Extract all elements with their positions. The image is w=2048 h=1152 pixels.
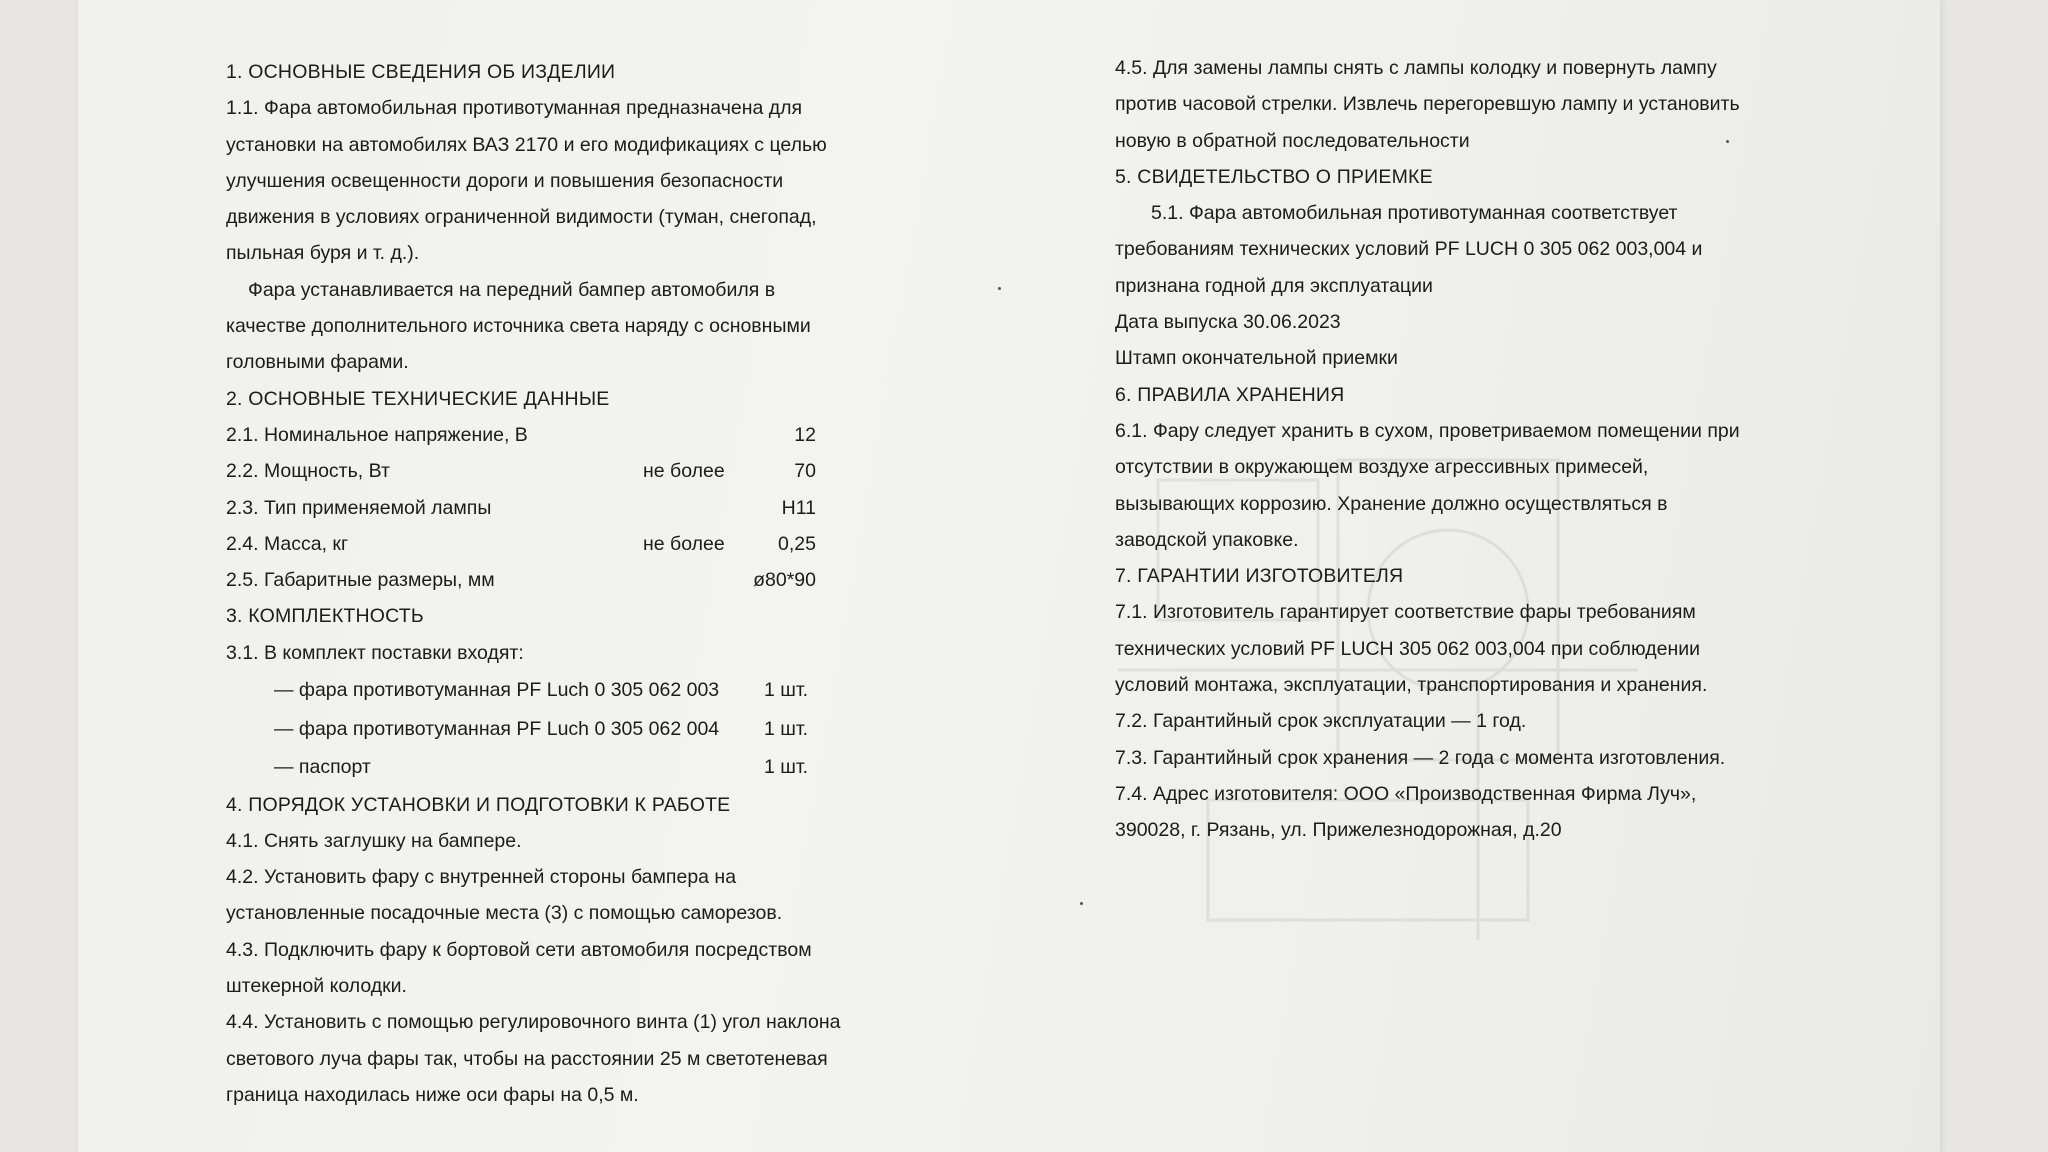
- text-line: качестве дополнительного источника света наряду с основными: [226, 315, 811, 338]
- kit-qty: 1 шт.: [764, 756, 809, 779]
- text-line: 4.3. Подключить фару к бортовой сети автомобиля посредством: [226, 938, 812, 961]
- spec-value: H11: [781, 496, 816, 519]
- spec-label: 2.4. Масса, кг: [226, 532, 349, 555]
- text-line: улучшения освещенности дороги и повышения безопасности: [226, 169, 784, 192]
- section-6-title: 6. ПРАВИЛА ХРАНЕНИЯ: [1115, 383, 1345, 406]
- speck: [998, 287, 1001, 290]
- spec-row: [226, 490, 816, 526]
- spec-row: [226, 562, 816, 598]
- text-line: 7.2. Гарантийный срок эксплуатации — 1 год.: [1115, 710, 1527, 733]
- left-column: [226, 54, 916, 1113]
- list-item: [226, 710, 916, 749]
- text-line: против часовой стрелки. Извлечь перегоревшую лампу и установить: [1115, 93, 1740, 116]
- list-item: [226, 671, 916, 710]
- kit-qty: 1 шт.: [764, 717, 809, 740]
- spec-row: [226, 526, 816, 562]
- section-1-title: 1. ОСНОВНЫЕ СВЕДЕНИЯ ОБ ИЗДЕЛИИ: [226, 61, 616, 83]
- spec-row: [226, 417, 816, 453]
- spec-value: 12: [794, 423, 816, 446]
- kit-list: [226, 671, 916, 787]
- text-line: головными фарами.: [226, 351, 409, 374]
- text-line: установки на автомобилях ВАЗ 2170 и его модификациях с целью: [226, 133, 827, 156]
- text-line: граница находилась ниже оси фары на 0,5 м.: [226, 1083, 639, 1106]
- text-line: 5.1. Фара автомобильная противотуманная соответствует: [1151, 202, 1678, 225]
- list-item: [226, 748, 916, 787]
- text-line: отсутствии в окружающем воздухе агрессивных примесей,: [1115, 456, 1649, 479]
- kit-item: — паспорт: [274, 756, 371, 779]
- text-line: 7.3. Гарантийный срок хранения — 2 года с момента изготовления.: [1115, 746, 1726, 769]
- spec-value: 70: [794, 460, 816, 483]
- text-line: 4.1. Снять заглушку на бампере.: [226, 829, 522, 852]
- text-line: технических условий PF LUCH 305 062 003,004 при соблюдении: [1115, 637, 1700, 660]
- text-line: 390028, г. Рязань, ул. Прижелезнодорожная, д.20: [1115, 819, 1562, 842]
- text-line: заводской упаковке.: [1115, 528, 1299, 551]
- spec-label: 2.5. Габаритные размеры, мм: [226, 569, 495, 592]
- kit-item: — фара противотуманная PF Luch 0 305 062 003: [274, 679, 720, 702]
- text-line: 4.4. Установить с помощью регулировочного винта (1) угол наклона: [226, 1011, 841, 1034]
- spec-label: 2.3. Тип применяемой лампы: [226, 496, 492, 519]
- specs-table: [226, 417, 816, 598]
- release-date: Дата выпуска 30.06.2023: [1115, 311, 1341, 334]
- text-line: штекерной колодки.: [226, 975, 407, 998]
- section-5-title: 5. СВИДЕТЕЛЬСТВО О ПРИЕМКЕ: [1115, 165, 1433, 188]
- text-line: 4.2. Установить фару с внутренней стороны бампера на: [226, 866, 737, 889]
- text-line: установленные посадочные места (3) с помощью саморезов.: [226, 902, 783, 925]
- section-2-title: 2. ОСНОВНЫЕ ТЕХНИЧЕСКИЕ ДАННЫЕ: [226, 387, 610, 410]
- text-line: 7.4. Адрес изготовителя: ООО «Производственная Фирма Луч»,: [1115, 782, 1697, 805]
- spec-row: [226, 453, 816, 489]
- text-line: движения в условиях ограниченной видимости (туман, снегопад,: [226, 206, 817, 229]
- text-line: признана годной для эксплуатации: [1115, 274, 1433, 297]
- speck: [1080, 902, 1083, 905]
- spec-modifier: не более: [643, 532, 725, 555]
- spec-label: 2.2. Мощность, Вт: [226, 460, 390, 483]
- spec-label: 2.1. Номинальное напряжение, В: [226, 423, 528, 446]
- text-line: 7.1. Изготовитель гарантирует соответствие фары требованиям: [1115, 601, 1696, 624]
- text-line: пыльная буря и т. д.).: [226, 242, 420, 265]
- text-line: новую в обратной последовательности: [1115, 129, 1470, 152]
- text-line: 6.1. Фару следует хранить в сухом, проветриваемом помещении при: [1115, 419, 1740, 442]
- section-4-title: 4. ПОРЯДОК УСТАНОВКИ И ПОДГОТОВКИ К РАБОТЕ: [226, 793, 731, 816]
- spec-value: 0,25: [778, 532, 816, 555]
- spec-modifier: не более: [643, 460, 725, 483]
- text-line: 3.1. В комплект поставки входят:: [226, 641, 524, 664]
- stamp-label: Штамп окончательной приемки: [1115, 347, 1398, 370]
- section-7-title: 7. ГАРАНТИИ ИЗГОТОВИТЕЛЯ: [1115, 565, 1404, 588]
- text-line: требованиям технических условий PF LUCH 0 305 062 003,004 и: [1115, 238, 1703, 261]
- text-line: 4.5. Для замены лампы снять с лампы колодку и повернуть лампу: [1115, 57, 1717, 79]
- text-line: условий монтажа, эксплуатации, транспортирования и хранения.: [1115, 674, 1708, 697]
- text-line: вызывающих коррозию. Хранение должно осуществляться в: [1115, 492, 1668, 515]
- kit-qty: 1 шт.: [764, 679, 809, 702]
- text-line: Фара устанавливается на передний бампер автомобиля в: [248, 278, 776, 301]
- text-line: 1.1. Фара автомобильная противотуманная предназначена для: [226, 97, 803, 120]
- text-line: светового луча фары так, чтобы на расстоянии 25 м светотеневая: [226, 1047, 828, 1070]
- right-column: [1115, 50, 1815, 849]
- spec-value: ø80*90: [753, 569, 816, 592]
- section-3-title: 3. КОМПЛЕКТНОСТЬ: [226, 605, 424, 628]
- kit-item: — фара противотуманная PF Luch 0 305 062 004: [274, 717, 720, 740]
